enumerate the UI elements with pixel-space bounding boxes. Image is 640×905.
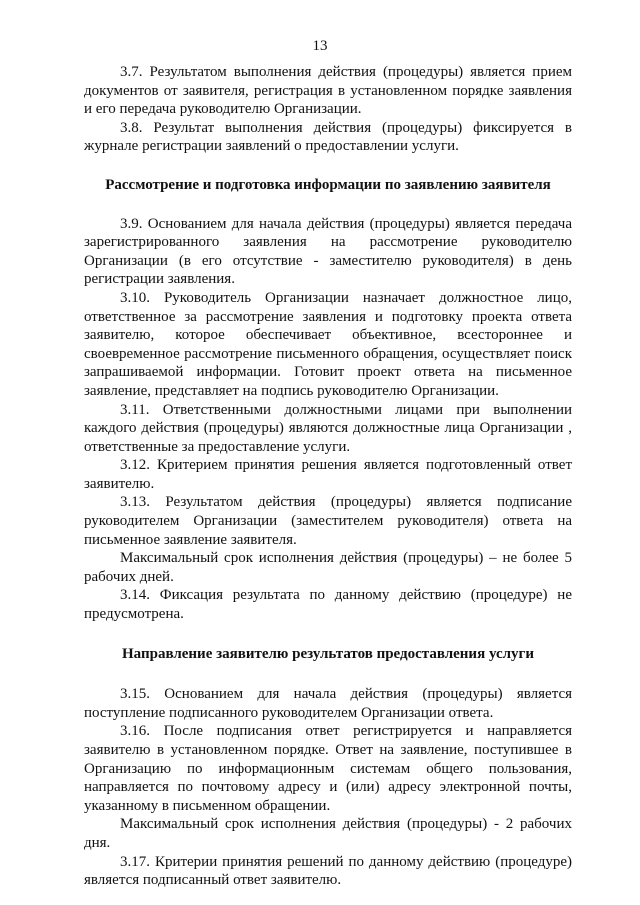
paragraph-3-12: 3.12. Критерием принятия решения является подготовленный ответ заявителю. xyxy=(84,457,572,492)
paragraph-3-7: 3.7. Результатом выполнения действия (процедуры) является прием документов от заявителя, регистрация в установленном порядке заявления и его передача руководителю Организации. xyxy=(84,64,572,118)
paragraph-3-13: 3.13. Результатом действия (процедуры) является подписание руководителем Организации (заместителем руководителя) ответа на письменное заявление заявителя. xyxy=(84,494,572,548)
paragraph-3-15: 3.15. Основанием для начала действия (процедуры) является поступление подписанного руководителем Организации ответа. xyxy=(84,686,572,721)
paragraph-3-16: 3.16. После подписания ответ регистрируется и направляется заявителю в установленном порядке. Ответ на заявление, поступившее в Организацию по информационным системам общего пользования, направляется по почтовому адресу и (или) адресу электронной почты, указанному в письменном обращении. xyxy=(84,723,572,814)
paragraph-3-9: 3.9. Основанием для начала действия (процедуры) является передача зарегистрированного заявления на рассмотрение руководителю Организации (в его отсутствие - заместителю руководителя) в день регистрации заявления. xyxy=(84,215,572,288)
page-number: 13 xyxy=(312,38,328,54)
paragraph-3-10: 3.10. Руководитель Организации назначает должностное лицо, ответственное за рассмотрение заявления и подготовку проекта ответа заявителю, которое обеспечивает объективное, всестороннее и своевременное рассмотрение письменного обращения, осуществляет поиск запрашиваемой информации. Готовит проект ответа на письменное заявление, представляет на подпись руководителю Организации. xyxy=(84,289,572,399)
paragraph-max-term-5-days: Максимальный срок исполнения действия (процедуры) – не более 5 рабочих дней. xyxy=(84,550,572,585)
paragraph-3-14: 3.14. Фиксация результата по данному действию (процедуре) не предусмотрена. xyxy=(84,587,572,623)
document-body xyxy=(84,63,572,890)
section-heading-sending-results: Направление заявителю результатов предоставления услуги xyxy=(121,645,535,662)
paragraph-3-8: 3.8. Результат выполнения действия (процедуры) фиксируется в журнале регистрации заявлений о предоставлении услуги. xyxy=(84,119,572,155)
paragraph-max-term-2-days: Максимальный срок исполнения действия (процедуры) - 2 рабочих дня. xyxy=(84,816,572,851)
section-heading-review: Рассмотрение и подготовка информации по заявлению заявителя xyxy=(105,176,551,193)
paragraph-3-11: 3.11. Ответственными должностными лицами при выполнении каждого действия (процедуры) являются должностные лица Организации , ответственные за предоставление услуги. xyxy=(84,401,572,455)
paragraph-3-17: 3.17. Критерии принятия решений по данному действию (процедуре) является подписанный ответ заявителю. xyxy=(84,853,572,889)
